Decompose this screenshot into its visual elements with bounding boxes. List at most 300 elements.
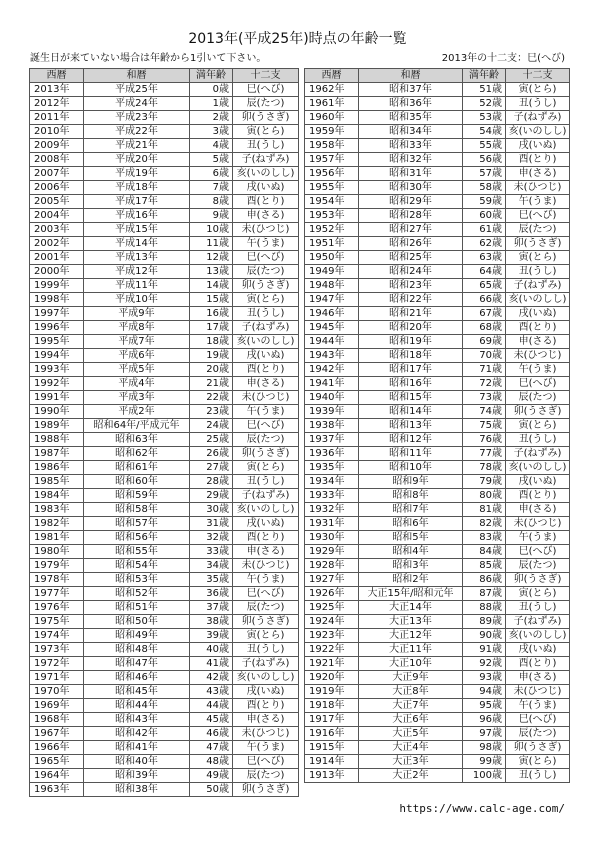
cell-seireki: 2003年 <box>30 223 84 237</box>
table-row <box>305 321 570 335</box>
cell-age: 6歳 <box>190 167 233 181</box>
table-row <box>305 405 570 419</box>
cell-eto: 寅(とら) <box>506 83 570 97</box>
cell-seireki: 1961年 <box>305 97 359 111</box>
cell-age: 90歳 <box>463 629 506 643</box>
cell-eto: 寅(とら) <box>233 125 299 139</box>
cell-age: 74歳 <box>463 405 506 419</box>
cell-wareki: 平成17年 <box>84 195 190 209</box>
cell-wareki: 平成19年 <box>84 167 190 181</box>
cell-wareki: 平成21年 <box>84 139 190 153</box>
cell-age: 72歳 <box>463 377 506 391</box>
cell-eto: 午(うま) <box>233 405 299 419</box>
cell-seireki: 1949年 <box>305 265 359 279</box>
cell-age: 40歳 <box>190 643 233 657</box>
cell-wareki: 平成3年 <box>84 391 190 405</box>
cell-eto: 丑(うし) <box>233 139 299 153</box>
cell-eto: 未(ひつじ) <box>506 685 570 699</box>
cell-eto: 丑(うし) <box>233 475 299 489</box>
table-row <box>305 181 570 195</box>
cell-age: 92歳 <box>463 657 506 671</box>
cell-age: 67歳 <box>463 307 506 321</box>
cell-age: 70歳 <box>463 349 506 363</box>
table-row <box>30 573 299 587</box>
cell-wareki: 大正10年 <box>359 657 463 671</box>
table-row <box>305 237 570 251</box>
cell-seireki: 1938年 <box>305 419 359 433</box>
cell-eto: 亥(いのしし) <box>506 293 570 307</box>
cell-wareki: 平成25年 <box>84 83 190 97</box>
cell-age: 32歳 <box>190 531 233 545</box>
cell-wareki: 昭和20年 <box>359 321 463 335</box>
cell-wareki: 昭和39年 <box>84 769 190 783</box>
cell-eto: 丑(うし) <box>506 601 570 615</box>
cell-age: 12歳 <box>190 251 233 265</box>
cell-age: 2歳 <box>190 111 233 125</box>
cell-wareki: 昭和15年 <box>359 391 463 405</box>
cell-wareki: 平成23年 <box>84 111 190 125</box>
table-row <box>305 475 570 489</box>
cell-age: 55歳 <box>463 139 506 153</box>
table-row <box>305 755 570 769</box>
header-age: 満年齢 <box>463 69 506 83</box>
cell-eto: 卯(うさぎ) <box>233 447 299 461</box>
cell-eto: 亥(いのしし) <box>506 461 570 475</box>
cell-seireki: 1948年 <box>305 279 359 293</box>
cell-wareki: 大正4年 <box>359 741 463 755</box>
cell-eto: 卯(うさぎ) <box>506 405 570 419</box>
table-row <box>30 307 299 321</box>
cell-wareki: 平成9年 <box>84 307 190 321</box>
cell-age: 85歳 <box>463 559 506 573</box>
cell-wareki: 昭和61年 <box>84 461 190 475</box>
table-row <box>305 419 570 433</box>
table-row <box>30 153 299 167</box>
cell-seireki: 1987年 <box>30 447 84 461</box>
cell-eto: 辰(たつ) <box>506 727 570 741</box>
cell-age: 49歳 <box>190 769 233 783</box>
cell-seireki: 1960年 <box>305 111 359 125</box>
cell-eto: 丑(うし) <box>506 769 570 783</box>
table-row <box>30 251 299 265</box>
cell-age: 30歳 <box>190 503 233 517</box>
table-row <box>30 475 299 489</box>
cell-seireki: 1986年 <box>30 461 84 475</box>
cell-age: 77歳 <box>463 447 506 461</box>
cell-age: 45歳 <box>190 713 233 727</box>
cell-wareki: 昭和27年 <box>359 223 463 237</box>
cell-wareki: 平成5年 <box>84 363 190 377</box>
cell-age: 99歳 <box>463 755 506 769</box>
cell-wareki: 昭和10年 <box>359 461 463 475</box>
cell-seireki: 1930年 <box>305 531 359 545</box>
cell-seireki: 1945年 <box>305 321 359 335</box>
table-row <box>30 83 299 97</box>
cell-seireki: 1979年 <box>30 559 84 573</box>
table-row <box>305 223 570 237</box>
cell-eto: 辰(たつ) <box>506 223 570 237</box>
cell-wareki: 昭和26年 <box>359 237 463 251</box>
cell-seireki: 1984年 <box>30 489 84 503</box>
table-row <box>305 531 570 545</box>
table-row <box>30 405 299 419</box>
cell-eto: 午(うま) <box>506 363 570 377</box>
cell-wareki: 平成4年 <box>84 377 190 391</box>
cell-seireki: 1996年 <box>30 321 84 335</box>
cell-seireki: 1977年 <box>30 587 84 601</box>
cell-age: 33歳 <box>190 545 233 559</box>
cell-seireki: 1955年 <box>305 181 359 195</box>
cell-seireki: 1942年 <box>305 363 359 377</box>
table-row <box>30 643 299 657</box>
table-row <box>305 657 570 671</box>
cell-wareki: 大正6年 <box>359 713 463 727</box>
cell-wareki: 大正9年 <box>359 671 463 685</box>
table-row <box>30 657 299 671</box>
cell-eto: 卯(うさぎ) <box>233 111 299 125</box>
cell-seireki: 1935年 <box>305 461 359 475</box>
cell-eto: 申(さる) <box>233 209 299 223</box>
cell-seireki: 1924年 <box>305 615 359 629</box>
cell-eto: 卯(うさぎ) <box>506 741 570 755</box>
cell-seireki: 1956年 <box>305 167 359 181</box>
cell-age: 89歳 <box>463 615 506 629</box>
cell-seireki: 1988年 <box>30 433 84 447</box>
cell-seireki: 1947年 <box>305 293 359 307</box>
cell-age: 73歳 <box>463 391 506 405</box>
table-header-row <box>30 69 299 83</box>
cell-eto: 酉(とり) <box>233 699 299 713</box>
cell-age: 100歳 <box>463 769 506 783</box>
cell-wareki: 昭和18年 <box>359 349 463 363</box>
cell-seireki: 1922年 <box>305 643 359 657</box>
table-row <box>305 629 570 643</box>
cell-eto: 卯(うさぎ) <box>506 573 570 587</box>
cell-eto: 亥(いのしし) <box>506 125 570 139</box>
table-row <box>30 433 299 447</box>
cell-age: 7歳 <box>190 181 233 195</box>
cell-eto: 亥(いのしし) <box>233 335 299 349</box>
cell-eto: 辰(たつ) <box>233 601 299 615</box>
cell-age: 11歳 <box>190 237 233 251</box>
cell-wareki: 昭和29年 <box>359 195 463 209</box>
cell-seireki: 1919年 <box>305 685 359 699</box>
cell-age: 53歳 <box>463 111 506 125</box>
cell-seireki: 1926年 <box>305 587 359 601</box>
cell-seireki: 1933年 <box>305 489 359 503</box>
cell-eto: 辰(たつ) <box>506 391 570 405</box>
cell-wareki: 昭和3年 <box>359 559 463 573</box>
cell-wareki: 昭和16年 <box>359 377 463 391</box>
header-eto: 十二支 <box>233 69 299 83</box>
table-row <box>305 461 570 475</box>
table-row <box>305 97 570 111</box>
cell-age: 26歳 <box>190 447 233 461</box>
cell-wareki: 大正13年 <box>359 615 463 629</box>
cell-seireki: 1940年 <box>305 391 359 405</box>
age-table-left <box>29 68 299 797</box>
table-row <box>305 615 570 629</box>
cell-seireki: 1966年 <box>30 741 84 755</box>
cell-eto: 酉(とり) <box>506 153 570 167</box>
cell-seireki: 1925年 <box>305 601 359 615</box>
table-row <box>30 629 299 643</box>
cell-seireki: 1970年 <box>30 685 84 699</box>
cell-wareki: 昭和11年 <box>359 447 463 461</box>
cell-eto: 申(さる) <box>506 671 570 685</box>
cell-age: 31歳 <box>190 517 233 531</box>
cell-age: 41歳 <box>190 657 233 671</box>
cell-eto: 午(うま) <box>506 699 570 713</box>
cell-wareki: 昭和62年 <box>84 447 190 461</box>
cell-age: 24歳 <box>190 419 233 433</box>
cell-seireki: 1976年 <box>30 601 84 615</box>
cell-seireki: 1959年 <box>305 125 359 139</box>
cell-eto: 巳(へび) <box>506 209 570 223</box>
cell-wareki: 昭和21年 <box>359 307 463 321</box>
cell-age: 76歳 <box>463 433 506 447</box>
cell-eto: 午(うま) <box>233 573 299 587</box>
cell-eto: 未(ひつじ) <box>506 349 570 363</box>
header-seireki: 西暦 <box>305 69 359 83</box>
header-wareki: 和暦 <box>359 69 463 83</box>
cell-eto: 亥(いのしし) <box>506 629 570 643</box>
table-row <box>30 769 299 783</box>
cell-seireki: 1927年 <box>305 573 359 587</box>
table-row <box>30 517 299 531</box>
cell-seireki: 1972年 <box>30 657 84 671</box>
cell-seireki: 1982年 <box>30 517 84 531</box>
cell-age: 86歳 <box>463 573 506 587</box>
cell-wareki: 平成20年 <box>84 153 190 167</box>
cell-eto: 巳(へび) <box>506 377 570 391</box>
cell-eto: 申(さる) <box>506 503 570 517</box>
cell-eto: 戌(いぬ) <box>233 685 299 699</box>
cell-wareki: 昭和36年 <box>359 97 463 111</box>
table-row <box>305 209 570 223</box>
cell-wareki: 平成12年 <box>84 265 190 279</box>
table-row <box>305 167 570 181</box>
cell-eto: 辰(たつ) <box>506 559 570 573</box>
cell-age: 42歳 <box>190 671 233 685</box>
cell-seireki: 1962年 <box>305 83 359 97</box>
cell-age: 44歳 <box>190 699 233 713</box>
table-row <box>30 587 299 601</box>
cell-wareki: 昭和8年 <box>359 489 463 503</box>
cell-age: 81歳 <box>463 503 506 517</box>
table-row <box>305 307 570 321</box>
table-row <box>305 573 570 587</box>
cell-eto: 子(ねずみ) <box>506 111 570 125</box>
table-row <box>305 111 570 125</box>
cell-eto: 巳(へび) <box>506 545 570 559</box>
cell-age: 3歳 <box>190 125 233 139</box>
cell-eto: 申(さる) <box>506 167 570 181</box>
cell-eto: 亥(いのしし) <box>233 503 299 517</box>
cell-eto: 酉(とり) <box>506 321 570 335</box>
cell-seireki: 1985年 <box>30 475 84 489</box>
table-row <box>305 391 570 405</box>
cell-seireki: 1971年 <box>30 671 84 685</box>
cell-age: 25歳 <box>190 433 233 447</box>
table-row <box>30 783 299 797</box>
cell-age: 0歳 <box>190 83 233 97</box>
cell-eto: 子(ねずみ) <box>506 279 570 293</box>
table-row <box>305 503 570 517</box>
cell-age: 19歳 <box>190 349 233 363</box>
cell-seireki: 1989年 <box>30 419 84 433</box>
cell-seireki: 1950年 <box>305 251 359 265</box>
cell-seireki: 1978年 <box>30 573 84 587</box>
table-row <box>30 363 299 377</box>
table-row <box>305 769 570 783</box>
cell-seireki: 1967年 <box>30 727 84 741</box>
cell-age: 57歳 <box>463 167 506 181</box>
cell-eto: 亥(いのしし) <box>233 671 299 685</box>
cell-seireki: 1991年 <box>30 391 84 405</box>
cell-age: 54歳 <box>463 125 506 139</box>
table-row <box>305 279 570 293</box>
cell-age: 38歳 <box>190 615 233 629</box>
cell-age: 16歳 <box>190 307 233 321</box>
table-row <box>30 447 299 461</box>
table-row <box>30 615 299 629</box>
cell-eto: 丑(うし) <box>506 265 570 279</box>
cell-age: 9歳 <box>190 209 233 223</box>
cell-eto: 巳(へび) <box>506 713 570 727</box>
cell-seireki: 2005年 <box>30 195 84 209</box>
cell-age: 4歳 <box>190 139 233 153</box>
cell-eto: 子(ねずみ) <box>233 657 299 671</box>
cell-eto: 戌(いぬ) <box>506 307 570 321</box>
cell-wareki: 大正2年 <box>359 769 463 783</box>
table-row <box>305 699 570 713</box>
cell-age: 87歳 <box>463 587 506 601</box>
cell-age: 93歳 <box>463 671 506 685</box>
cell-wareki: 平成2年 <box>84 405 190 419</box>
cell-wareki: 昭和52年 <box>84 587 190 601</box>
cell-eto: 戌(いぬ) <box>233 349 299 363</box>
cell-eto: 卯(うさぎ) <box>233 615 299 629</box>
cell-wareki: 大正14年 <box>359 601 463 615</box>
cell-age: 52歳 <box>463 97 506 111</box>
table-row <box>305 349 570 363</box>
cell-seireki: 1946年 <box>305 307 359 321</box>
table-row <box>305 685 570 699</box>
cell-wareki: 昭和58年 <box>84 503 190 517</box>
cell-wareki: 昭和14年 <box>359 405 463 419</box>
cell-age: 79歳 <box>463 475 506 489</box>
cell-age: 96歳 <box>463 713 506 727</box>
cell-seireki: 1941年 <box>305 377 359 391</box>
cell-seireki: 1916年 <box>305 727 359 741</box>
cell-eto: 申(さる) <box>506 335 570 349</box>
cell-age: 15歳 <box>190 293 233 307</box>
cell-wareki: 昭和37年 <box>359 83 463 97</box>
cell-eto: 辰(たつ) <box>233 265 299 279</box>
cell-eto: 寅(とら) <box>233 629 299 643</box>
cell-seireki: 2001年 <box>30 251 84 265</box>
cell-seireki: 2013年 <box>30 83 84 97</box>
cell-age: 18歳 <box>190 335 233 349</box>
table-row <box>30 111 299 125</box>
cell-seireki: 1954年 <box>305 195 359 209</box>
cell-seireki: 1920年 <box>305 671 359 685</box>
cell-wareki: 大正15年/昭和元年 <box>359 587 463 601</box>
cell-seireki: 1963年 <box>30 783 84 797</box>
header-seireki: 西暦 <box>30 69 84 83</box>
cell-wareki: 昭和13年 <box>359 419 463 433</box>
cell-seireki: 1953年 <box>305 209 359 223</box>
table-row <box>305 671 570 685</box>
cell-seireki: 1944年 <box>305 335 359 349</box>
age-table-right <box>304 68 570 783</box>
cell-wareki: 昭和4年 <box>359 545 463 559</box>
cell-wareki: 昭和17年 <box>359 363 463 377</box>
cell-wareki: 昭和33年 <box>359 139 463 153</box>
cell-eto: 戌(いぬ) <box>506 139 570 153</box>
table-row <box>30 167 299 181</box>
cell-age: 22歳 <box>190 391 233 405</box>
cell-eto: 寅(とら) <box>233 293 299 307</box>
cell-age: 20歳 <box>190 363 233 377</box>
cell-wareki: 昭和55年 <box>84 545 190 559</box>
site-url[interactable]: https://www.calc-age.com/ <box>399 802 565 815</box>
cell-seireki: 2004年 <box>30 209 84 223</box>
cell-eto: 酉(とり) <box>233 531 299 545</box>
cell-seireki: 2007年 <box>30 167 84 181</box>
table-row <box>30 139 299 153</box>
cell-age: 91歳 <box>463 643 506 657</box>
cell-eto: 巳(へび) <box>233 83 299 97</box>
cell-age: 29歳 <box>190 489 233 503</box>
cell-eto: 申(さる) <box>233 377 299 391</box>
table-row <box>305 489 570 503</box>
cell-age: 34歳 <box>190 559 233 573</box>
cell-seireki: 1964年 <box>30 769 84 783</box>
cell-wareki: 平成16年 <box>84 209 190 223</box>
cell-age: 59歳 <box>463 195 506 209</box>
cell-wareki: 昭和46年 <box>84 671 190 685</box>
table-row <box>30 237 299 251</box>
cell-eto: 辰(たつ) <box>233 97 299 111</box>
table-row <box>30 545 299 559</box>
cell-eto: 申(さる) <box>233 545 299 559</box>
cell-wareki: 平成13年 <box>84 251 190 265</box>
cell-eto: 子(ねずみ) <box>506 447 570 461</box>
cell-age: 88歳 <box>463 601 506 615</box>
table-row <box>30 489 299 503</box>
cell-wareki: 大正7年 <box>359 699 463 713</box>
cell-age: 94歳 <box>463 685 506 699</box>
cell-wareki: 昭和43年 <box>84 713 190 727</box>
cell-age: 13歳 <box>190 265 233 279</box>
cell-eto: 丑(うし) <box>506 433 570 447</box>
cell-wareki: 大正8年 <box>359 685 463 699</box>
cell-wareki: 昭和28年 <box>359 209 463 223</box>
table-row <box>305 713 570 727</box>
table-row <box>30 671 299 685</box>
cell-age: 39歳 <box>190 629 233 643</box>
cell-seireki: 1983年 <box>30 503 84 517</box>
cell-seireki: 1913年 <box>305 769 359 783</box>
table-row <box>305 517 570 531</box>
table-row <box>30 419 299 433</box>
cell-age: 83歳 <box>463 531 506 545</box>
cell-eto: 寅(とら) <box>506 755 570 769</box>
header-age: 満年齢 <box>190 69 233 83</box>
cell-age: 1歳 <box>190 97 233 111</box>
